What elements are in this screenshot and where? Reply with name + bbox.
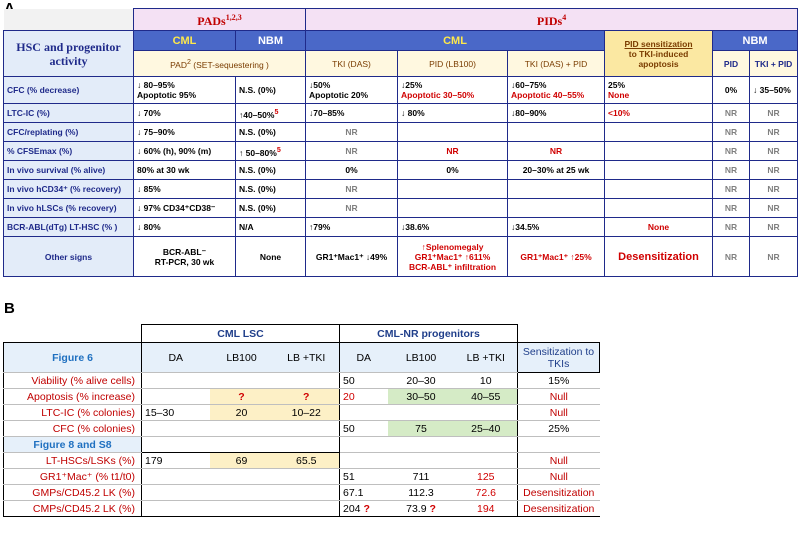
panel-b-table (3, 324, 798, 517)
table-cell (605, 199, 713, 218)
table-row (4, 421, 798, 437)
table-cell: 51 (340, 469, 388, 485)
row-label: CFC (% decrease) (4, 77, 134, 104)
table-cell: 10–22 (274, 405, 340, 421)
spacer-cell (600, 389, 798, 405)
table-cell: GR1⁺Mac1⁺ ↓49% (306, 237, 398, 277)
table-cell: ↓ 97% CD34⁺CD38⁻ (134, 199, 236, 218)
table-cell: N.S. (0%) (236, 180, 306, 199)
table-cell: ↓25% Apoptotic 30–50% (398, 77, 508, 104)
table-cell: NR (750, 161, 798, 180)
table-cell: ↓ 80% (134, 218, 236, 237)
pad-subheader: PAD$^2$ (SET-sequestering ) (134, 51, 306, 77)
table-cell: NR (750, 123, 798, 142)
tki-das-pid-subheader: TKI (DAS) + PID (508, 51, 605, 77)
table-cell (142, 389, 210, 405)
table-cell: <10% (605, 104, 713, 123)
table-cell: 75 (388, 421, 455, 437)
spacer-cell (518, 325, 798, 343)
table-cell: NR (713, 218, 750, 237)
table-cell: NR (713, 104, 750, 123)
table-cell: ↓50% Apoptotic 20% (306, 77, 398, 104)
table-cell: N.S. (0%) (236, 77, 306, 104)
table-cell: Desensitization (518, 485, 600, 501)
table-cell: 10 (455, 373, 518, 389)
spacer-cell (455, 437, 518, 453)
cml-header-pid: CML (306, 31, 605, 51)
table-cell (274, 373, 340, 389)
table-row (4, 142, 798, 161)
table-cell: 20 (340, 389, 388, 405)
table-cell: Desensitization (605, 237, 713, 277)
table-cell: 40–55 (455, 389, 518, 405)
table-cell (455, 453, 518, 469)
table-cell: Desensitization (518, 501, 600, 517)
row-label: GMPs/CD45.2 LK (%) (4, 485, 142, 501)
table-cell: NR (750, 180, 798, 199)
table-row (4, 373, 798, 389)
pids-header: PIDs$^4$ (306, 9, 798, 31)
row-label: In vivo hLSCs (% recovery) (4, 199, 134, 218)
table-cell (142, 373, 210, 389)
table-cell: ↑79% (306, 218, 398, 237)
spacer-cell (340, 437, 388, 453)
table-cell: 194 (455, 501, 518, 517)
table-cell (388, 453, 455, 469)
row-label: Other signs (4, 237, 134, 277)
table-row (4, 161, 798, 180)
table-cell: 72.6 (455, 485, 518, 501)
table-cell: NR (306, 180, 398, 199)
table-cell: 15–30 (142, 405, 210, 421)
spacer-cell (600, 501, 798, 517)
table-row (4, 218, 798, 237)
table-cell: BCR-ABL⁻ RT-PCR, 30 wk (134, 237, 236, 277)
row-label: % CFSEmax (%) (4, 142, 134, 161)
table-cell: None (236, 237, 306, 277)
table-cell (210, 421, 274, 437)
group-cml-nr: CML-NR progenitors (340, 325, 518, 343)
table-row (4, 485, 798, 501)
table-cell: N.S. (0%) (236, 199, 306, 218)
spacer-cell (600, 437, 798, 453)
table-cell (508, 180, 605, 199)
table-cell (605, 180, 713, 199)
row-label: LTC-IC (%) (4, 104, 134, 123)
spacer-cell (388, 437, 455, 453)
table-cell: 20–30% at 25 wk (508, 161, 605, 180)
table-cell: ↑Splenomegaly GR1⁺Mac1⁺ ↑611% BCR-ABL⁺ infiltration (398, 237, 508, 277)
table-cell: NR (713, 199, 750, 218)
table-cell (398, 123, 508, 142)
table-cell: 67.1 (340, 485, 388, 501)
table-cell: 25–40 (455, 421, 518, 437)
table-cell: NR (508, 142, 605, 161)
table-row (4, 199, 798, 218)
table-cell: NR (750, 237, 798, 277)
col-header-lbtki: LB +TKI (274, 343, 340, 373)
table-cell: NR (750, 142, 798, 161)
row-label: LTC-IC (% colonies) (4, 405, 142, 421)
spacer-cell (600, 405, 798, 421)
table-cell: ↓ 80–95% Apoptotic 95% (134, 77, 236, 104)
table-cell (142, 421, 210, 437)
nbm-pid-subheader: PID (713, 51, 750, 77)
table-row (4, 501, 798, 517)
table-cell (398, 180, 508, 199)
row-label: CMPs/CD45.2 LK (%) (4, 501, 142, 517)
row-label: CFC (% colonies) (4, 421, 142, 437)
table-row (4, 437, 798, 453)
spacer-cell (142, 437, 210, 453)
spacer-cell (274, 437, 340, 453)
table-row (4, 77, 798, 104)
spacer-cell (210, 437, 274, 453)
table-cell: 179 (142, 453, 210, 469)
table-row (4, 389, 798, 405)
table-cell: ↓60–75% Apoptotic 40–55% (508, 77, 605, 104)
sensitization-header: Sensitization to TKIs (518, 343, 600, 373)
table-cell: 50 (340, 421, 388, 437)
row-label: CFC/replating (%) (4, 123, 134, 142)
row-label: LT-HSCs/LSKs (%) (4, 453, 142, 469)
table-cell: 711 (388, 469, 455, 485)
table-cell: 25% None (605, 77, 713, 104)
table-cell: 0% (713, 77, 750, 104)
figure-6-label: Figure 6 (4, 343, 142, 373)
table-cell: N.S. (0%) (236, 161, 306, 180)
table-cell: None (605, 218, 713, 237)
table-cell (142, 469, 210, 485)
spacer-cell (600, 373, 798, 389)
table-row (4, 180, 798, 199)
row-label: GR1⁺Mac⁺ (% t1/t0) (4, 469, 142, 485)
col-header-da: DA (142, 343, 210, 373)
table-cell: NR (398, 142, 508, 161)
nbm-header-pid: NBM (713, 31, 798, 51)
pid-sensitization-header: PID sensitization to TKI-induced apoptosis (605, 31, 713, 77)
col-header-da: DA (340, 343, 388, 373)
table-cell (274, 421, 340, 437)
table-cell: 0% (306, 161, 398, 180)
table-cell: NR (713, 142, 750, 161)
cml-header-pad: CML (134, 31, 236, 51)
table-cell: Null (518, 389, 600, 405)
table-cell: NR (750, 218, 798, 237)
table-cell (274, 501, 340, 517)
table-cell: Null (518, 405, 600, 421)
table-cell (455, 405, 518, 421)
table-cell: NR (306, 123, 398, 142)
panel-b-label: B (4, 300, 15, 317)
table-cell: NR (750, 199, 798, 218)
group-cml-lsc: CML LSC (142, 325, 340, 343)
table-cell: GR1⁺Mac1⁺ ↑25% (508, 237, 605, 277)
spacer-cell (600, 485, 798, 501)
table-cell: NR (713, 123, 750, 142)
table-row (4, 453, 798, 469)
corner-cell (4, 325, 142, 343)
table-cell: ↑ 50–80%$^5$ (236, 142, 306, 161)
table-cell: NR (713, 180, 750, 199)
tki-das-subheader: TKI (DAS) (306, 51, 398, 77)
table-cell: NR (750, 104, 798, 123)
spacer-cell (600, 421, 798, 437)
table-row (4, 104, 798, 123)
spacer-cell (518, 437, 600, 453)
row-label: BCR-ABL(dTg) LT-HSC (% ) (4, 218, 134, 237)
col-header-lbtki: LB +TKI (455, 343, 518, 373)
row-label: Apoptosis (% increase) (4, 389, 142, 405)
table-cell (340, 405, 388, 421)
table-cell: 65.5 (274, 453, 340, 469)
table-cell: 0% (398, 161, 508, 180)
row-label: In vivo survival (% alive) (4, 161, 134, 180)
col-header-lb100: LB100 (388, 343, 455, 373)
table-cell: ↓70–85% (306, 104, 398, 123)
table-cell (605, 123, 713, 142)
table-cell: ↓34.5% (508, 218, 605, 237)
table-cell: 20 (210, 405, 274, 421)
table-cell (142, 485, 210, 501)
table-cell: Null (518, 453, 600, 469)
table-cell: NR (306, 142, 398, 161)
table-cell (340, 453, 388, 469)
table-cell: ↓38.6% (398, 218, 508, 237)
table-cell (210, 469, 274, 485)
table-cell (274, 469, 340, 485)
table-cell: 15% (518, 373, 600, 389)
table-cell: ↓ 35–50% (750, 77, 798, 104)
spacer-cell (600, 469, 798, 485)
pads-header: PADs$^{1,2,3}$ (134, 9, 306, 31)
table-cell (605, 161, 713, 180)
table-cell: ? (274, 389, 340, 405)
table-cell (508, 123, 605, 142)
table-cell: 69 (210, 453, 274, 469)
table-cell: 20–30 (388, 373, 455, 389)
table-cell: 30–50 (388, 389, 455, 405)
table-cell: NR (713, 237, 750, 277)
table-cell: N.S. (0%) (236, 123, 306, 142)
table-cell: ↓ 70% (134, 104, 236, 123)
table-cell (210, 485, 274, 501)
figure-8-label: Figure 8 and S8 (4, 437, 142, 453)
table-cell: ↓ 60% (h), 90% (m) (134, 142, 236, 161)
table-title: HSC and progenitor activity (4, 31, 134, 77)
row-label: In vivo hCD34⁺ (% recovery) (4, 180, 134, 199)
table-row (4, 237, 798, 277)
table-cell: ↓ 85% (134, 180, 236, 199)
pid-lb100-subheader: PID (LB100) (398, 51, 508, 77)
table-cell: NR (713, 161, 750, 180)
table-cell (398, 199, 508, 218)
table-cell (210, 373, 274, 389)
table-row (4, 469, 798, 485)
table-cell: 112.3 (388, 485, 455, 501)
table-cell: ↑40–50%$^5$ (236, 104, 306, 123)
table-cell: 80% at 30 wk (134, 161, 236, 180)
table-row (4, 405, 798, 421)
table-cell: N/A (236, 218, 306, 237)
table-cell: NR (306, 199, 398, 218)
table-cell (605, 142, 713, 161)
nbm-tki-pid-subheader: TKI + PID (750, 51, 798, 77)
row-label: Viability (% alive cells) (4, 373, 142, 389)
table-cell (142, 501, 210, 517)
spacer-cell (600, 453, 798, 469)
table-cell: 73.9 ? (388, 501, 455, 517)
table-cell: ? (210, 389, 274, 405)
table-cell: ↓80–90% (508, 104, 605, 123)
table-cell (274, 485, 340, 501)
table-cell: 50 (340, 373, 388, 389)
corner-cell (4, 9, 134, 31)
col-header-lb100: LB100 (210, 343, 274, 373)
table-cell (210, 501, 274, 517)
table-cell: 25% (518, 421, 600, 437)
table-cell: Null (518, 469, 600, 485)
table-cell: ↓ 75–90% (134, 123, 236, 142)
nbm-header-pad: NBM (236, 31, 306, 51)
table-cell (508, 199, 605, 218)
table-cell: ↓ 80% (398, 104, 508, 123)
spacer-cell (600, 343, 798, 373)
table-cell (388, 405, 455, 421)
panel-a-table (3, 8, 798, 277)
table-cell: 125 (455, 469, 518, 485)
table-row (4, 123, 798, 142)
table-cell: 204 ? (340, 501, 388, 517)
